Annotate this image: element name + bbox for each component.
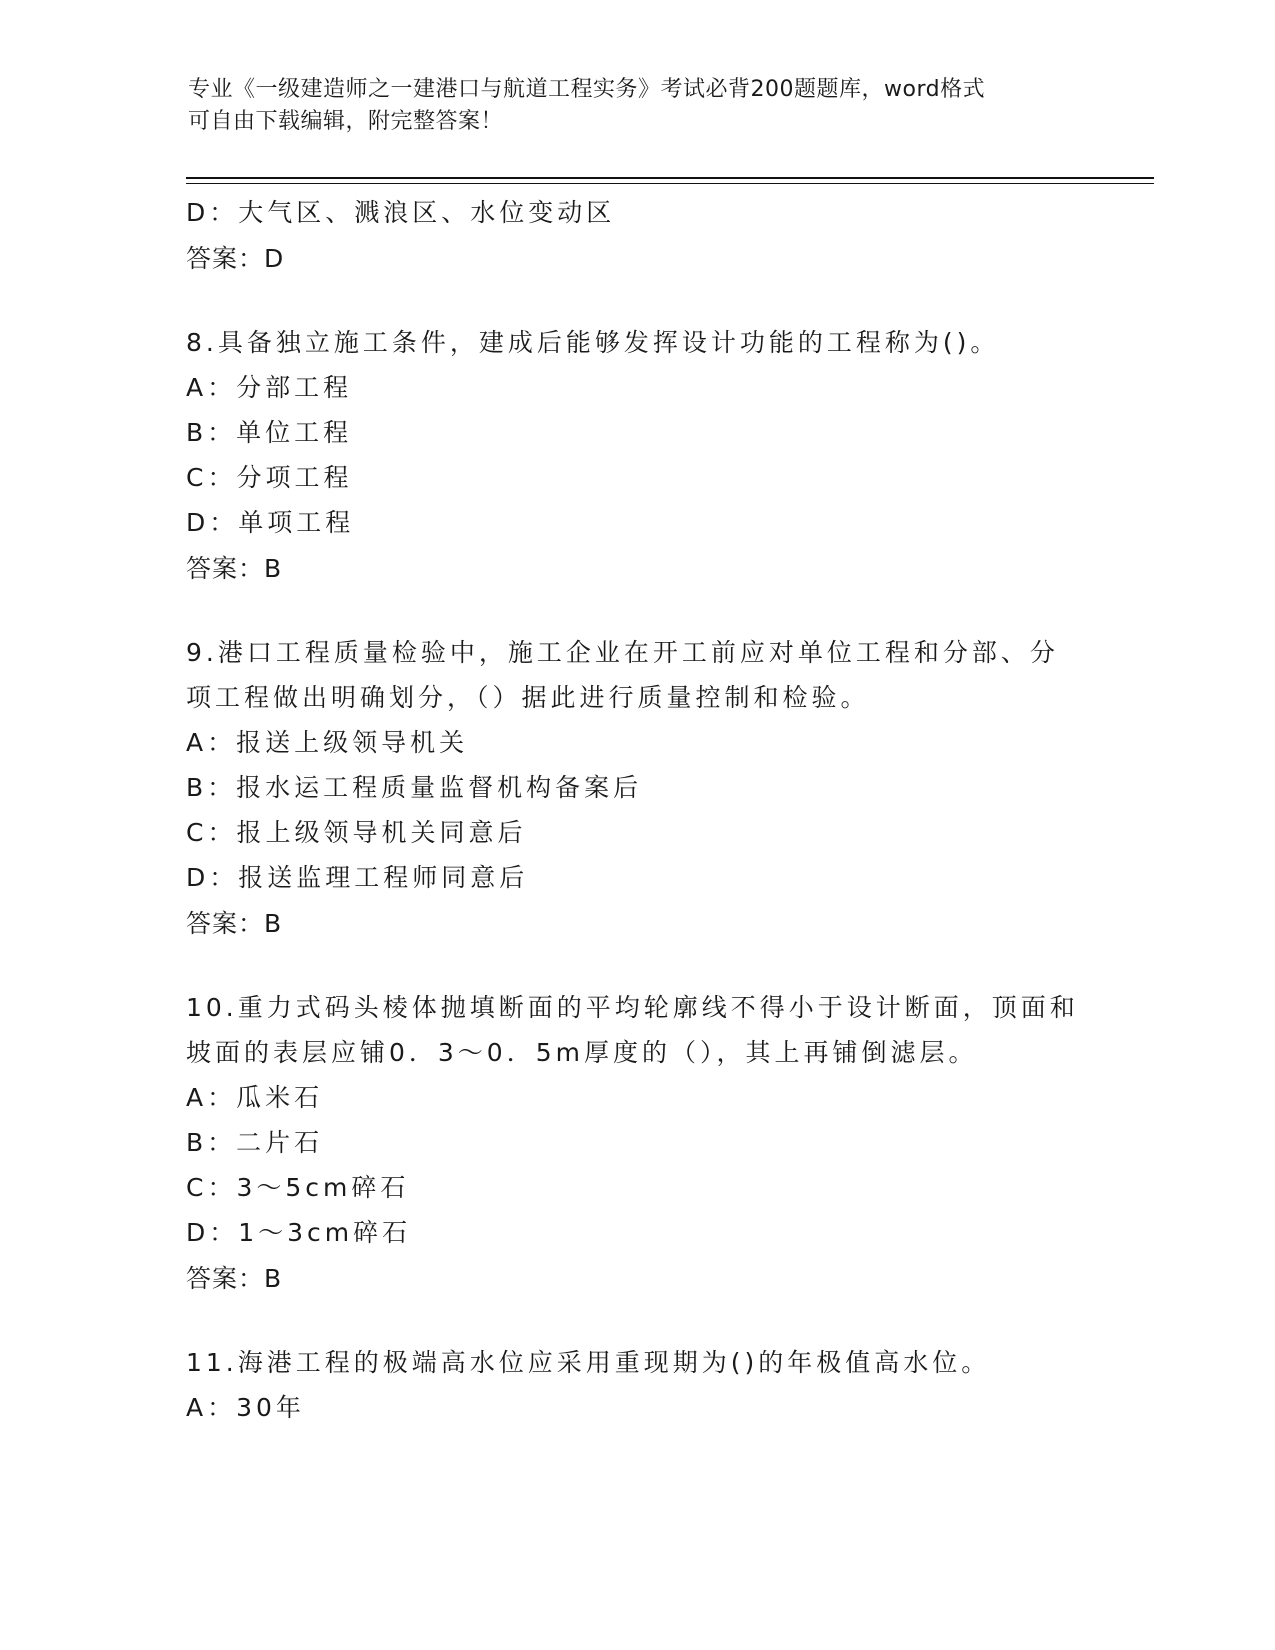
option-a: A：瓜米石 bbox=[186, 1083, 324, 1112]
question-stem-line-1: 9.港口工程质量检验中，施工企业在开工前应对单位工程和分部、分 bbox=[186, 638, 1059, 667]
header-title-line-2: 可自由下载编辑，附完整答案！ bbox=[188, 109, 504, 134]
option-d: D：报送监理工程师同意后 bbox=[186, 863, 529, 892]
option-b: B：单位工程 bbox=[186, 418, 353, 447]
question-9 bbox=[186, 630, 1086, 947]
answer: 答案：B bbox=[186, 554, 283, 583]
question-stem: 8.具备独立施工条件，建成后能够发挥设计功能的工程称为()。 bbox=[186, 328, 1000, 357]
option-d: D：单项工程 bbox=[186, 508, 355, 537]
question-stem: 11.海港工程的极端高水位应采用重现期为()的年极值高水位。 bbox=[186, 1348, 991, 1377]
option-b: B：报水运工程质量监督机构备案后 bbox=[186, 773, 643, 802]
option-d: D：1～3cm碎石 bbox=[186, 1218, 412, 1247]
option-a: A：分部工程 bbox=[186, 373, 353, 402]
option-a: A：报送上级领导机关 bbox=[186, 728, 469, 757]
option-c: C：3～5cm碎石 bbox=[186, 1173, 410, 1202]
question-8 bbox=[186, 320, 1086, 592]
question-stem-line-2: 坡面的表层应铺0．3～0．5m厚度的（），其上再铺倒滤层。 bbox=[186, 1038, 978, 1067]
document-body bbox=[186, 190, 1086, 1430]
option-d-prev: D：大气区、溅浪区、水位变动区 bbox=[186, 198, 616, 227]
question-11 bbox=[186, 1340, 1086, 1430]
option-c: C：分项工程 bbox=[186, 463, 353, 492]
option-c: C：报上级领导机关同意后 bbox=[186, 818, 527, 847]
answer: 答案：B bbox=[186, 1264, 283, 1293]
header-title-line-1: 专业《一级建造师之一建港口与航道工程实务》考试必背200题题库，word格式 bbox=[188, 77, 986, 102]
document-header bbox=[188, 74, 1068, 138]
question-10 bbox=[186, 985, 1086, 1302]
question-stem-line-2: 项工程做出明确划分，（）据此进行质量控制和检验。 bbox=[186, 683, 870, 712]
option-b: B：二片石 bbox=[186, 1128, 324, 1157]
option-a: A：30年 bbox=[186, 1393, 305, 1422]
header-rule-thick bbox=[186, 177, 1154, 179]
answer-prev: 答案：D bbox=[186, 244, 285, 273]
header-rule-thin bbox=[186, 183, 1154, 184]
answer: 答案：B bbox=[186, 909, 283, 938]
question-stem-line-1: 10.重力式码头棱体抛填断面的平均轮廓线不得小于设计断面，顶面和 bbox=[186, 993, 1079, 1022]
